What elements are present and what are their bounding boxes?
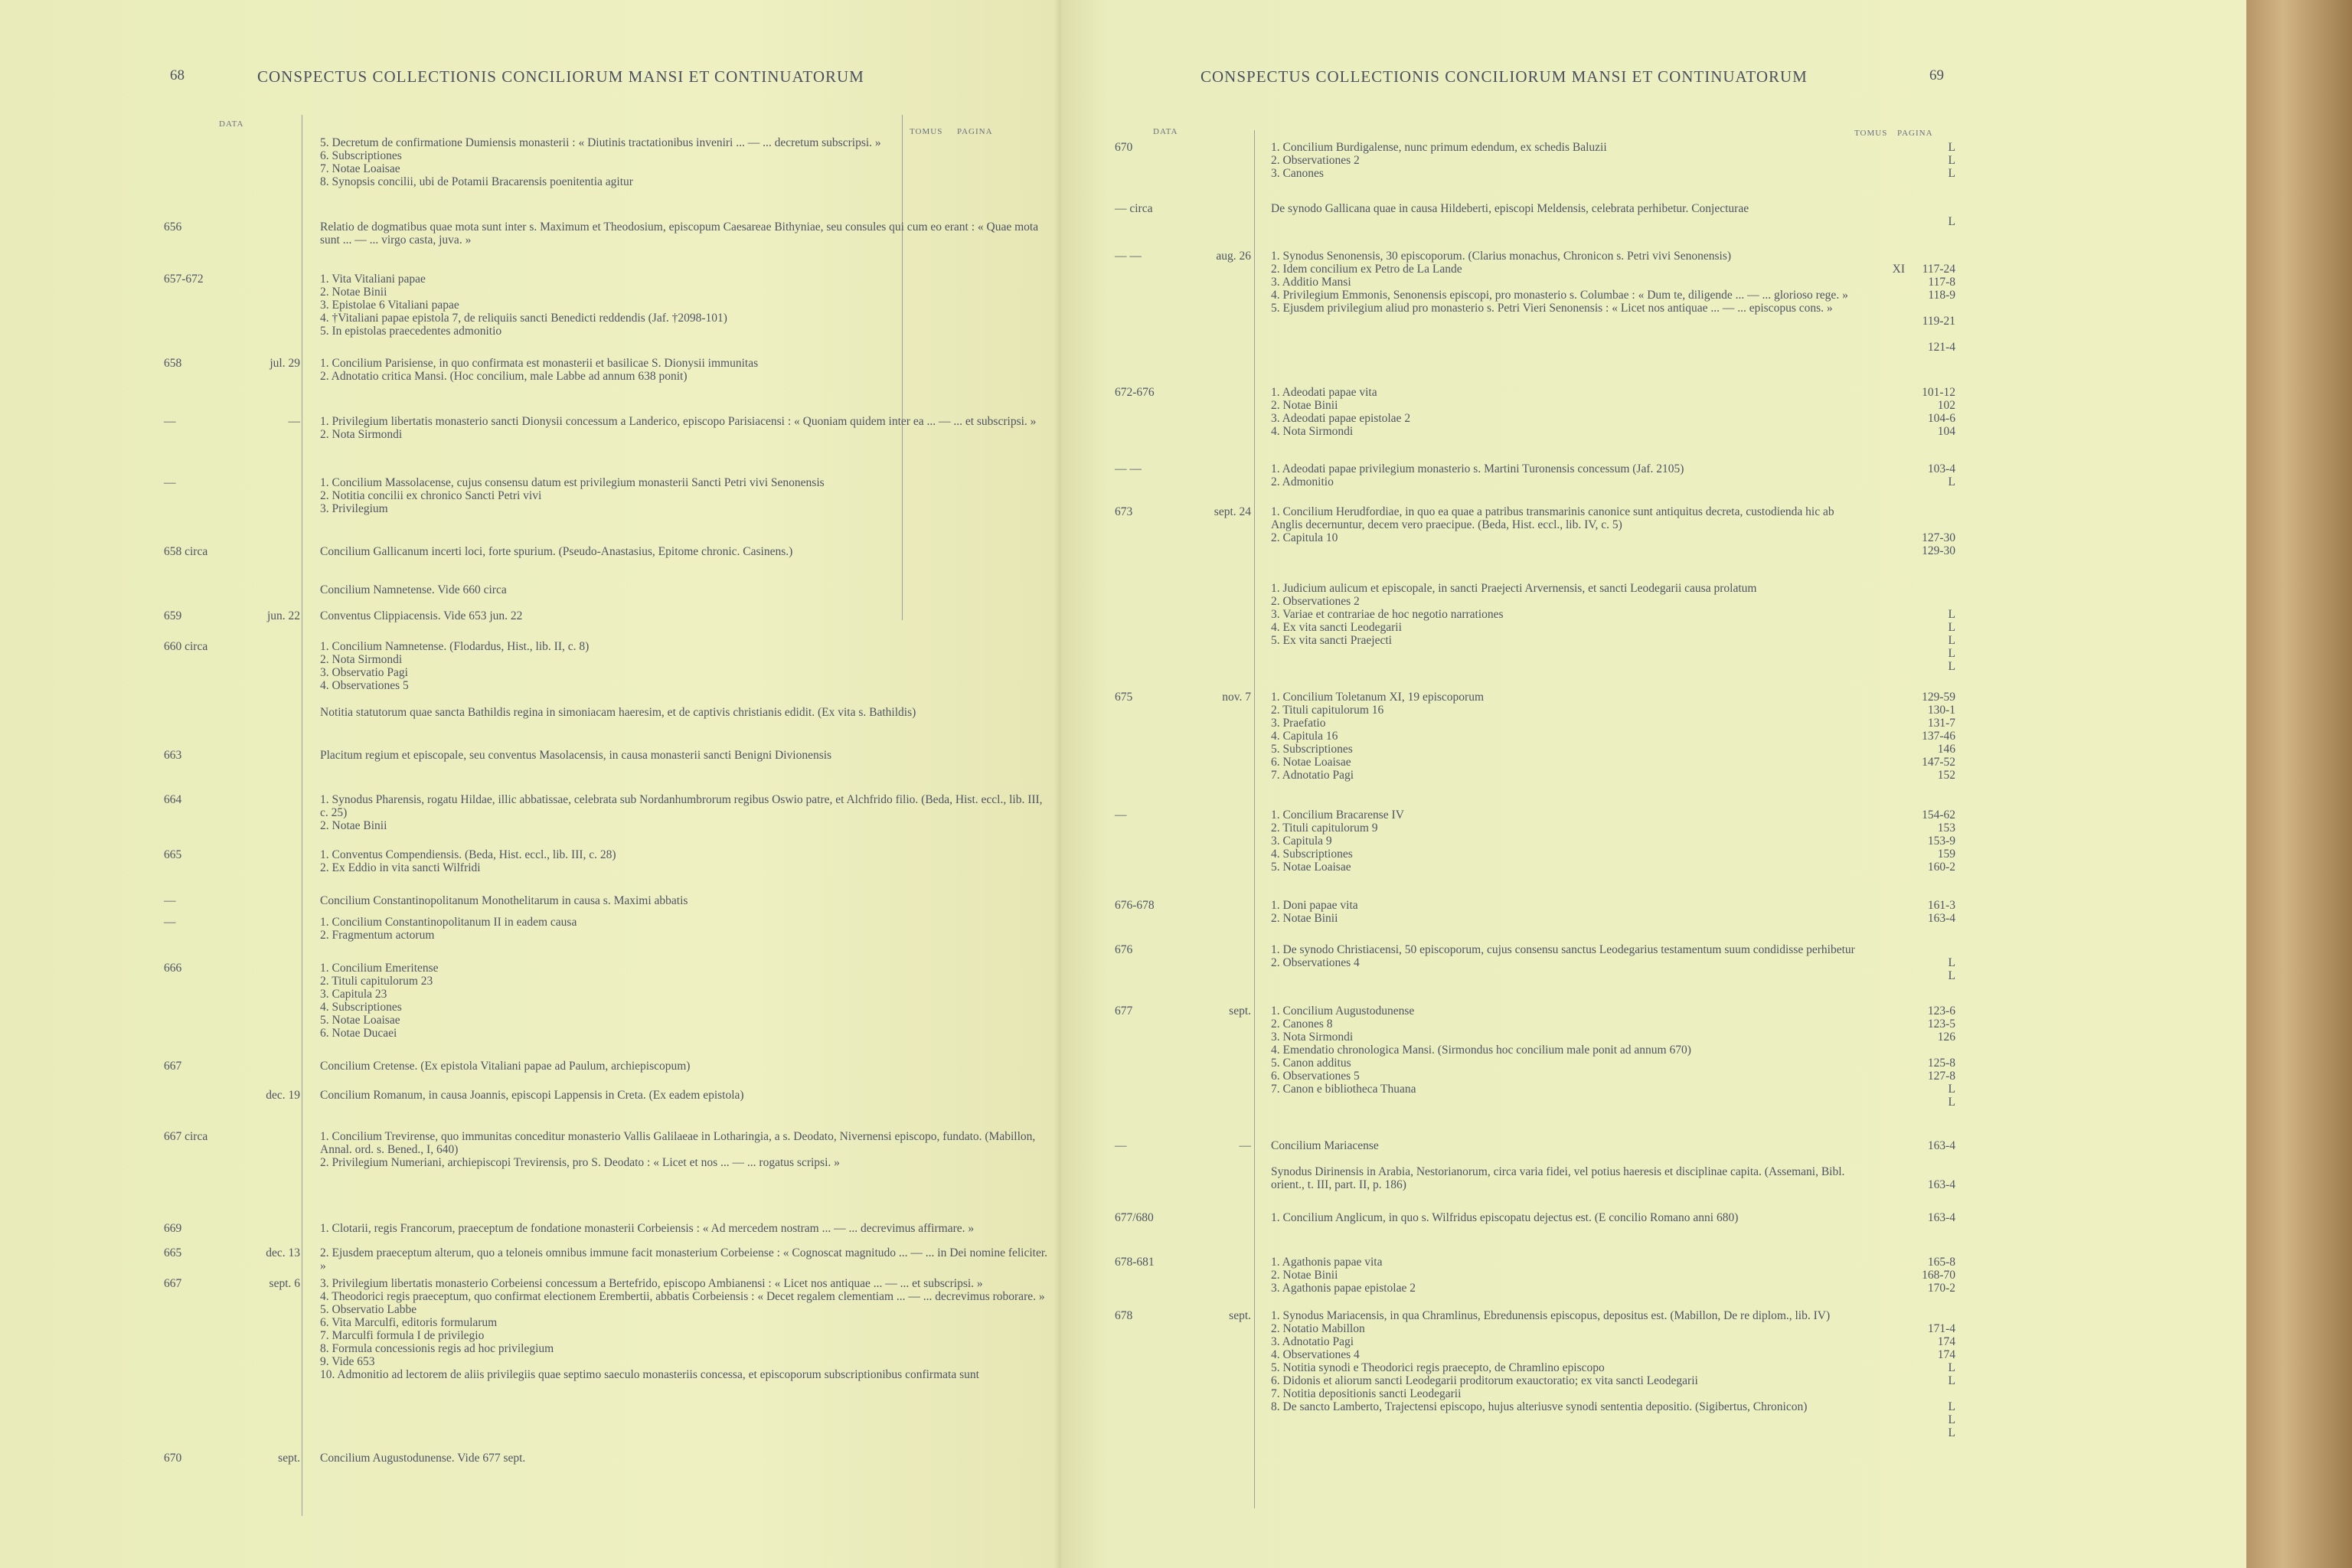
right-page-number: 69 [1929,67,1944,83]
entry-row [1115,808,1955,874]
entry-text: 1. Concilium Bracarense IV 2. Tituli capitulorum 9 3. Capitula 9 4. Subscriptiones 5. Notae Loaisae [1271,808,1404,874]
entry-row [164,1130,1061,1195]
entry-text: 1. Clotarii, regis Francorum, praeceptum de fondatione monasterii Corbeiensis : « Ad mercedem nostram ... — ... decrevimus affirmare. » [320,1222,975,1235]
entry-day: sept. [278,1452,300,1465]
entry-text: 1. Concilium Emeritense 2. Tituli capitulorum 23 3. Capitula 23 4. Subscriptiones 5. Notae Loaisae 6. Notae Ducaei [320,962,439,1040]
entry-text: 1. De synodo Christiacensi, 50 episcoporum, cujus consensu sanctus Leodegarius testamentum suum condidisse perhibetur 2. Observationes 4 [1271,943,1855,969]
left-colhead-data: DATA [219,119,244,129]
entry-row [1115,1004,1955,1109]
entry-text: 1. Concilium Anglicum, in quo s. Wilfridus episcopatu dejectus est. (E concilio Romano anni 680) [1271,1211,1739,1224]
entry-year: 665 [164,848,182,861]
entry-text: 1. Concilium Toletanum XI, 19 episcoporum 2. Tituli capitulorum 16 3. Praefatio 4. Capitula 16 5. Subscriptiones 6. Notae Loaisae 7. Adnotatio Pagi [1271,691,1485,782]
entry-pagina: L L L [1948,141,1955,180]
entry-day: — [1239,1139,1251,1152]
entry-pagina: 154-62 153 153-9 159 160-2 [1922,808,1955,874]
entry-pagina: 127-30 129-30 [1922,531,1955,557]
entry-row [164,136,1061,201]
entry-row [164,1277,1061,1420]
entry-year: 656 [164,220,182,234]
entry-row [164,793,1061,845]
entry-day [1179,1211,1263,1224]
entry-text: 1. Privilegium libertatis monasterio sancti Dionysii concessum a Landerico, episcopo Parisiacensi : « Quoniam quidem inter ea ... — ... et subscripsi. » 2. Nota Sirmondi [320,415,1037,441]
entry-row [164,1060,1061,1073]
entry-year: — [1115,808,1127,822]
entry-text: 5. Decretum de confirmatione Dumiensis monasterii : « Diutinis tractationibus inveniri ... — ... decretum subscripsi. » 6. Subscriptiones 7. Notae Loaisae 8. Synopsis concilii, ubi de Potamii Bracarensis poenitentia agitur [320,136,881,188]
entry-year: 666 [164,962,182,975]
entry-year: 673 [1115,505,1133,518]
entry-day [228,273,312,351]
entry-text: De synodo Gallicana quae in causa Hildeberti, episcopi Meldensis, celebrata perhibetur. Conjecturae [1271,202,1749,215]
entry-text: 1. Synodus Pharensis, rogatu Hildae, illic abbatissae, celebrata sub Nordanhumbrorum regibus Oswio patre, et Alchfrido filio. (Beda, Hist. eccl., lib. III, c. 25) 2. Notae Binii [320,793,1043,832]
entry-text: 1. Concilium Augustodunense 2. Canones 8 3. Nota Sirmondi 4. Emendatio chronologica Mansi. (Sirmondus hoc concilium male ponit ad annum 670) 5. Canon additus 6. Observationes 5 7. Canon e bibliotheca Thuana [1271,1004,1691,1096]
entry-tomus [1857,1309,1909,1439]
entry-pagina: 117-24 117-8 118-9 119-21 121-4 [1922,263,1955,354]
entry-year: 669 [164,1222,182,1235]
entry-day [228,848,312,887]
entry-row [1115,141,1955,180]
entry-day [1179,808,1263,874]
entry-year: 675 [1115,691,1133,704]
left-page [0,0,1061,1568]
entry-year: 672-676 [1115,386,1155,399]
entry-text: Concilium Romanum, in causa Joannis, episcopi Lappensis in Creta. (Ex eadem epistola) [320,1089,744,1102]
entry-day [228,640,312,705]
entry-year: 677/680 [1115,1211,1154,1224]
entry-row [1115,1256,1955,1295]
entry-year: — [164,476,176,489]
entry-row [1115,1165,1955,1191]
entry-tomus [1857,582,1909,673]
entry-day [228,583,312,596]
entry-year [164,136,228,201]
entry-tomus [1857,141,1909,180]
entry-row [1115,505,1955,557]
entry-day [1179,1256,1263,1295]
entry-day [228,916,312,942]
entry-year: — — [1115,250,1142,263]
left-colhead-pagina: PAGINA [957,127,993,136]
entry-tomus [1857,808,1909,874]
entry-day [228,749,312,788]
entry-row [1115,202,1955,228]
entry-pagina: 103-4 L [1927,462,1955,488]
entry-row [164,583,1061,596]
entry-row [1115,943,1955,982]
entry-text: Concilium Gallicanum incerti loci, forte spurium. (Pseudo-Anastasius, Epitome chronic. Casinens.) [320,545,793,558]
entry-text: 1. Synodus Senonensis, 30 episcoporum. (Clarius monachus, Chronicon s. Petri vivi Senonensis) 2. Idem concilium ex Petro de La Lande 3. Additio Mansi 4. Privilegium Emmonis, Senonensis episcopi, pro monasterio s. Columbae : « Dum te, diligende ... — ... glorioso rege. » 5. Ejusdem privilegium aliud pro monasterio s. Petri Vieri Senonensis : « Licet nos antiquae ... — ... episcopus cons. » [1271,250,1848,315]
entry-text: 1. Synodus Mariacensis, in qua Chramlinus, Ebredunensis episcopus, depositus est. (Mabillon, De re diplom., lib. IV) 2. Notatio Mabillon 3. Adnotatio Pagi 4. Observationes 4 5. Notitia synodi e Theodorici regis praecepto, de Chramlino episcopo 6. Didonis et aliorum sancti Leodegarii proditorum exauctoratio; ex vita sancti Leodegarii 7. Notitia depositionis sancti Leodegarii 8. De sancto Lamberto, Trajectensi episcopo, hujus alteriusve synodi sententia depositio. (Sigibertus, Chronicon) [1271,1309,1831,1413]
entry-text: 1. Concilium Massolacense, cujus consensu datum est privilegium monasterii Sancti Petri vivi Senonensis 2. Notitia concilii ex chronico Sancti Petri vivi 3. Privilegium [320,476,825,515]
entry-year: — [164,894,176,907]
entry-row [164,545,1061,584]
entry-day [228,1222,312,1235]
entry-tomus [1857,1211,1909,1224]
entry-day [1179,202,1263,228]
entry-day [228,1060,312,1073]
entry-year: — [164,415,176,428]
entry-year: — — [1115,462,1142,475]
entry-row [164,1222,1061,1235]
entry-row [164,962,1061,1053]
entry-text: Concilium Mariacense [1271,1139,1379,1152]
entry-pagina: 163-4 [1927,1139,1955,1152]
entry-row [1115,582,1955,673]
entry-tomus [1857,505,1909,557]
right-colhead-pagina: PAGINA [1897,129,1933,138]
entry-day [1179,386,1263,438]
entry-tomus: XI [1892,263,1905,276]
entry-year [1115,1165,1179,1191]
entry-year: 657-672 [164,273,204,286]
left-page-number: 68 [170,67,185,83]
entry-day [228,545,312,584]
right-colhead-data: DATA [1153,127,1178,136]
entry-day [228,962,312,1053]
entry-pagina: 101-12 102 104-6 104 [1922,386,1955,438]
left-colhead-tomus: TOMUS [910,127,943,136]
entry-text: 1. Judicium aulicum et episcopale, in sancti Praejecti Arvernensis, et sancti Leodegarii causa prolatum 2. Observationes 2 3. Variae et contrariae de hoc negotio narrationes 4. Ex vita sancti Leodegarii 5. Ex vita sancti Praejecti [1271,582,1757,647]
entry-year: — [1115,1139,1127,1152]
entry-day [1179,1165,1263,1191]
entry-tomus [1857,462,1909,488]
entry-tomus [1857,1139,1909,1152]
entry-text: 3. Privilegium libertatis monasterio Corbeiensi concessum a Bertefrido, episcopo Ambianensi : « Licet nos antiquae ... — ... et subscripsi. » 4. Theodorici regis praeceptum, quo confirmat electionem Erembertii, abbatis Corbeiensis : « Decet regalem clementiam ... — ... decrevimus roborare. » 5. Observatio Labbe 6. Vita Marculfi, editoris formularum 7. Marculfi formula I de privilegio 8. Formula concessionis regis ad hoc privilegium 9. Vide 653 10. Admonitio ad lectorem de aliis privilegiis quae septimo saeculo monasteriis concessa, et episcoporum subscriptionibus confirmata sunt [320,1277,1045,1381]
entry-row [1115,1309,1955,1439]
entry-text: Concilium Namnetense. Vide 660 circa [320,583,507,596]
entry-text: 1. Adeodati papae privilegium monasterio s. Martini Turonensis concessum (Jaf. 2105) 2. Admonitio [1271,462,1684,488]
entry-row [164,916,1061,942]
entry-year: 677 [1115,1004,1133,1018]
entry-year: 667 circa [164,1130,208,1143]
entry-day [1179,943,1263,982]
entry-text: Synodus Dirinensis in Arabia, Nestorianorum, circa varia fidei, vel potius haeresis et disciplinae capita. (Assemani, Bibl. orient., t. III, part. II, p. 186) [1271,1165,1845,1191]
entry-year: 667 [164,1277,182,1290]
entry-text: 1. Concilium Namnetense. (Flodardus, Hist., lib. II, c. 8) 2. Nota Sirmondi 3. Observatio Pagi 4. Observationes 5 [320,640,590,692]
entry-year: 667 [164,1060,182,1073]
entry-row [1115,1139,1955,1152]
entry-text: Concilium Augustodunense. Vide 677 sept. [320,1452,526,1465]
entry-day: sept. 24 [1214,505,1251,518]
entry-tomus [1857,899,1909,925]
entry-year: — [164,916,176,929]
entry-text: 2. Ejusdem praeceptum alterum, quo a teloneis omnibus immune facit monasterium Corbeiense : « Cognoscat magnitudo ... — ... in Dei nomine feliciter. » [320,1246,1048,1272]
entry-day: dec. 13 [266,1246,300,1259]
entry-day: sept. [1229,1309,1251,1322]
entry-row [164,609,1061,622]
entry-row [164,476,1061,541]
entry-year [164,706,228,745]
entry-tomus [1857,202,1909,228]
entry-year: 670 [1115,141,1133,154]
entry-tomus [1857,691,1909,782]
entry-pagina: 123-6 123-5 126 125-8 127-8 L L [1927,1004,1955,1109]
entry-pagina: L L L L L [1948,608,1955,673]
entry-row [1115,250,1955,354]
entry-year: — circa [1115,202,1153,215]
entry-year [164,1089,228,1115]
entry-text: 1. Concilium Burdigalense, nunc primum edendum, ex schedis Baluzii 2. Observationes 2 3. Canones [1271,141,1607,180]
entry-text: 1. Vita Vitaliani papae 2. Notae Binii 3. Epistolae 6 Vitaliani papae 4. †Vitaliani papae epistola 7, de reliquiis sancti Benedicti reddendis (Jaf. †2098-101) 5. In epistolas praecedentes admonitio [320,273,727,338]
entry-row [164,220,1061,260]
book-edge [2246,0,2352,1568]
entry-text: 1. Concilium Constantinopolitanum II in eadem causa 2. Fragmentum actorum [320,916,577,942]
right-page [1061,0,2246,1568]
entry-year: 659 [164,609,182,622]
entry-day: sept. 6 [269,1277,300,1290]
entry-tomus [1857,1004,1909,1109]
entry-pagina: L [1948,215,1955,228]
entry-text: 1. Doni papae vita 2. Notae Binii [1271,899,1358,925]
entry-row [164,1089,1061,1115]
entry-day: — [288,415,300,428]
entry-pagina: 163-4 [1927,1211,1955,1224]
entry-tomus [1857,1256,1909,1295]
entry-row [164,894,1061,907]
entry-row [1115,899,1955,925]
entry-pagina: 171-4 174 174 L L L L L [1927,1322,1955,1439]
entry-text: 1. Concilium Parisiense, in quo confirmata est monasterii et basilicae S. Dionysii immunitas 2. Adnotatio critica Mansi. (Hoc concilium, male Labbe ad annum 638 ponit) [320,357,759,383]
entry-row [164,273,1061,351]
entry-text: 1. Agathonis papae vita 2. Notae Binii 3. Agathonis papae epistolae 2 [1271,1256,1416,1295]
entry-text: Placitum regium et episcopale, seu conventus Masolacensis, in causa monasterii sancti Benigni Divionensis [320,749,832,762]
entry-year: 678-681 [1115,1256,1155,1269]
right-running-head: CONSPECTUS COLLECTIONIS CONCILIORUM MANSI ET CONTINUATORUM [1200,67,1808,86]
entry-row [164,749,1061,788]
entry-row [1115,462,1955,488]
entry-year: 660 circa [164,640,208,653]
left-running-head: CONSPECTUS COLLECTIONIS CONCILIORUM MANSI ET CONTINUATORUM [257,67,864,86]
entry-tomus [1857,386,1909,438]
entry-text: Concilium Constantinopolitanum Monothelitarum in causa s. Maximi abbatis [320,894,688,907]
entry-year [1115,582,1179,673]
entry-day [228,894,312,907]
entry-day: jul. 29 [270,357,300,370]
entry-text: Notitia statutorum quae sancta Bathildis regina in simoniacam haeresim, et de captivis christianis edidit. (Ex vita s. Bathildis) [320,706,916,719]
entry-year: 676-678 [1115,899,1155,912]
entry-day [1179,462,1263,488]
entry-row [164,848,1061,887]
entry-day [228,1130,312,1195]
entry-tomus [1857,1165,1909,1191]
entry-pagina: 129-59 130-1 131-7 137-46 146 147-52 152 [1922,691,1955,782]
entry-day: aug. 26 [1216,250,1251,263]
entry-row [164,1246,1061,1272]
entry-day [1179,899,1263,925]
entry-text: Relatio de dogmatibus quae mota sunt inter s. Maximum et Theodosium, episcopum Caesareae Bithyniae, seu consules qui cum eo erant : « Quae mota sunt ... — ... virgo casta, juva. » [320,220,1039,247]
entry-day [1179,141,1263,180]
entry-day [228,476,312,541]
entry-day [228,706,312,745]
entry-text: 1. Concilium Herudfordiae, in quo ea quae a patribus transmarinis canonice sunt antiquitus decreta, custodienda hic ab Anglis decernuntur, decem vero praecipue. (Beda, Hist. eccl., lib. IV, c. 5) 2. Capitula 10 [1271,505,1834,544]
entry-year [164,583,228,596]
entry-year: 663 [164,749,182,762]
entry-day: jun. 22 [266,609,300,622]
entry-text: 1. Adeodati papae vita 2. Notae Binii 3. Adeodati papae epistolae 2 4. Nota Sirmondi [1271,386,1411,438]
entry-row [1115,386,1955,438]
entry-row [164,357,1061,396]
entry-day [1179,582,1263,673]
entry-row [164,415,1061,454]
entry-day: nov. 7 [1222,691,1251,704]
entry-pagina: 161-3 163-4 [1927,899,1955,925]
entry-pagina: L L [1948,956,1955,982]
entry-day [228,220,312,260]
entry-year: 678 [1115,1309,1133,1322]
entry-text: 1. Concilium Trevirense, quo immunitas conceditur monasterio Vallis Galilaeae in Lotharingia, a s. Deodato, Nivernensi episcopo, fundato. (Mabillon, Annal. ord. s. Bened., I, 640) 2. Privilegium Numeriani, archiepiscopi Trevirensis, pro S. Deodato : « Licet et nos ... — ... rogatus scripsi. » [320,1130,1036,1169]
entry-row [164,640,1061,705]
entry-text: Concilium Cretense. (Ex epistola Vitaliani papae ad Paulum, archiepiscopum) [320,1060,691,1073]
entry-year: 665 [164,1246,182,1259]
entry-year: 670 [164,1452,182,1465]
entry-year: 664 [164,793,182,806]
entry-row [164,1452,1061,1465]
entry-year: 658 [164,357,182,370]
entry-row [164,706,1061,745]
entry-day: sept. [1229,1004,1251,1018]
entry-year: 658 circa [164,545,208,558]
entry-row [1115,691,1955,782]
entry-text: 1. Conventus Compendiensis. (Beda, Hist. eccl., lib. III, c. 28) 2. Ex Eddio in vita sancti Wilfridi [320,848,616,874]
entry-day [228,793,312,845]
entry-row [1115,1211,1955,1224]
entry-pagina: 165-8 168-70 170-2 [1922,1256,1955,1295]
entry-pagina: 163-4 [1927,1178,1955,1191]
entry-year: 676 [1115,943,1133,956]
entry-tomus [1857,943,1909,982]
entry-day: dec. 19 [266,1089,300,1102]
entry-day [228,136,312,201]
entry-text: Conventus Clippiacensis. Vide 653 jun. 22 [320,609,523,622]
right-colhead-tomus: TOMUS [1854,129,1888,138]
